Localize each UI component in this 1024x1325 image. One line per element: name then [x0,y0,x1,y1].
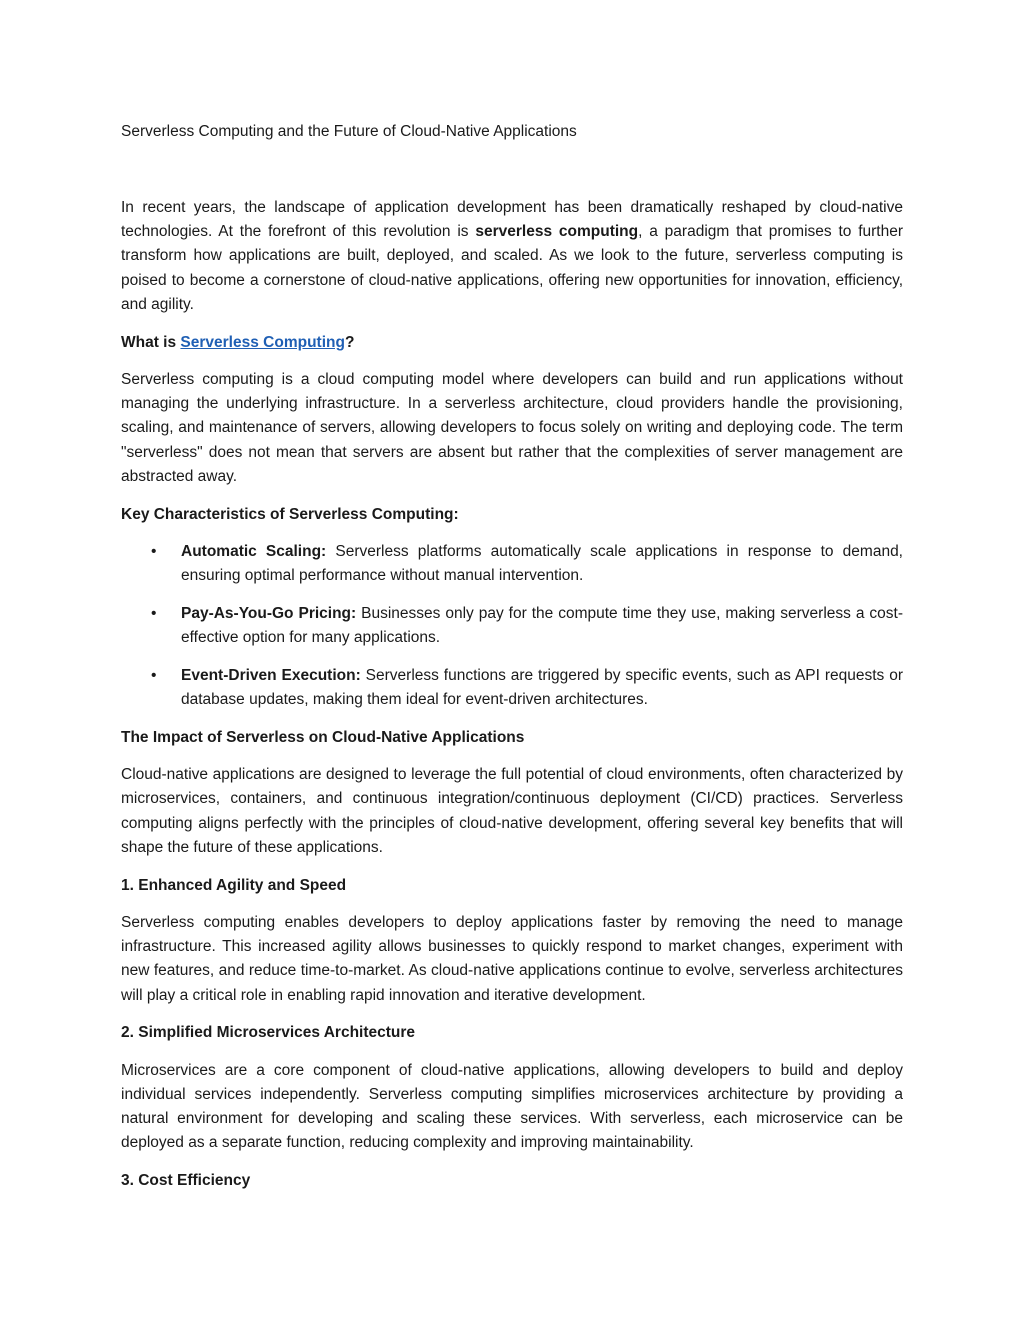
document-page [121,120,903,1207]
section-heading-cost-efficiency: 3. Cost Efficiency [121,1172,251,1190]
what-is-paragraph: Serverless computing is a cloud computing model where developers can build and run applications without managing the underlying infrastructure. In a serverless architecture, cloud providers handle the provisioning, scaling, and maintenance of servers, allowing developers to focus solely on writing and deploying code. The term "serverless" does not mean that servers are absent but rather that the complexities of server management are abstracted away. [121,371,903,485]
section-body-microservices: Microservices are a core component of cloud-native applications, allowing developers to build and deploy individual services independently. Serverless computing simplifies microservices architecture by providing a natural environment for developing and scaling these services. With serverless, each microservice can be deployed as a separate function, reducing complexity and improving maintainability. [121,1061,903,1152]
serverless-computing-link[interactable]: Serverless Computing [180,333,345,351]
intro-text-after: , a paradigm that promises to further transform how applications are built, deployed, and scaled. As we look to the future, serverless computing is poised to become a cornerstone of cloud-native applications, offering new opportunities for innovation, efficiency, and agility. [121,223,904,313]
list-item [121,664,903,712]
what-is-heading [121,331,903,355]
bullet-icon: • [151,666,157,684]
what-is-prefix: What is [121,333,181,351]
document-title: Serverless Computing and the Future of Cloud-Native Applications [121,123,577,140]
section-heading-microservices: 2. Simplified Microservices Architecture [121,1024,416,1042]
list-item-label: Pay-As-You-Go Pricing: [181,604,357,622]
impact-paragraph: Cloud-native applications are designed to leverage the full potential of cloud environments, often characterized by microservices, containers, and continuous integration/continuous deployment (CI/CD) practices. Serverless computing aligns perfectly with the principles of cloud-native development, offering several key benefits that will shape the future of these applications. [121,766,903,856]
intro-paragraph [121,196,903,317]
intro-text-before: In recent years, the landscape of application development has been dramatically reshaped by cloud-native technologies. At the forefront of this revolution is [121,199,903,241]
section-body-agility: Serverless computing enables developers to deploy applications faster by removing the need to manage infrastructure. This increased agility allows businesses to quickly respond to market changes, experiment with new features, and reduce time-to-market. As cloud-native applications continue to evolve, serverless architectures will play a critical role in enabling rapid innovation and iterative development. [121,914,903,1004]
what-is-suffix: ? [344,333,355,351]
list-item-text: Serverless functions are triggered by specific events, such as API requests or database updates, making them ideal for event-driven architectures. [181,666,903,709]
impact-heading: The Impact of Serverless on Cloud-Native Applications [121,728,525,746]
bullet-icon: • [151,543,157,561]
list-item [121,602,903,650]
list-item-text: Serverless platforms automatically scale applications in response to demand, ensuring optimal performance without manual intervention. [181,543,903,585]
key-characteristics-heading: Key Characteristics of Serverless Computing: [121,505,459,523]
characteristics-list [121,540,903,712]
list-item-text: Businesses only pay for the compute time they use, making serverless a cost-effective option for many applications. [181,604,903,647]
list-item-label: Event-Driven Execution: [181,666,361,684]
bullet-icon: • [151,604,157,622]
intro-bold-term: serverless computing [475,223,639,241]
list-item-label: Automatic Scaling: [181,543,327,561]
list-item [121,540,903,588]
section-heading-agility: 1. Enhanced Agility and Speed [121,876,347,894]
